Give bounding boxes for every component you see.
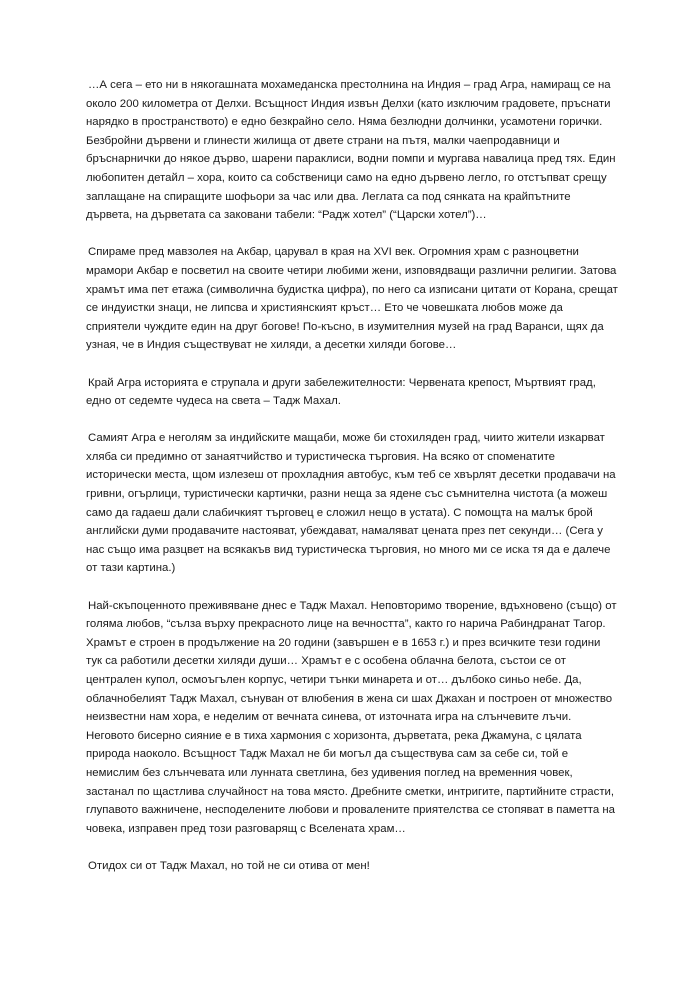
paragraph-agra-landmarks: Край Агра историята е струпала и други забележителности: Червената крепост, Мъртвият град, едно от седемте чудеса на света – Тадж Махал. [86, 376, 596, 408]
document-body [86, 76, 618, 894]
paragraph-closing: Отидох си от Тадж Махал, но той не си отива от мен! [88, 859, 370, 872]
paragraph-taj-mahal: Най-скъпоценното преживяване днес е Тадж Махал. Неповторимо творение, вдъхновено (също) от голяма любов, “сълза върху прекрасното лице на вечността”, както го нарича Рабиндранат Тагор. Храмът е строен в продължение на 20 години (завършен е в 1653 г.) и през всичките тези години тук са работили десетки хиляди души… Храмът е с особена облачна белота, състои се от централен купол, осмоъгълен корпус, четири тънки минарета и от… дълбоко синьо небе. Да, облачнобелият Тадж Махал, сънуван от влюбения в жена си шах Джахан и построен от множество неизвестни нам хора, е неделим от вечната синева, от източната игра на слънчевите лъчи. Неговото бисерно сияние е в тиха хармония с хоризонта, дърветата, река Джамуна, с цялата природа наоколо. Всъщност Тадж Махал не би могъл да съществува сам за себе си, той е немислим без слънчевата или лунната светлина, без удивения поглед на временния човек, застанал по щастлива случайност на това място. Дребните сметки, интригите, партийните страсти, глупавото важничене, несподелените любови и провалените приятелства се стопяват в паметта на човека, изправен пред този разговарящ с Вселената храм… [86, 599, 617, 835]
paragraph-agra-trade: Самият Агра е неголям за индийските мащаби, може би стохиляден град, чиито жители изкарват хляба си предимно от занаятчийство и туристическа търговия. На всяко от споменатите исторически места, щом излезеш от прохладния автобус, към теб се хвърлят десетки продавачи на гривни, огърлици, туристически картички, разни неща за ядене със съмнителна чистота (а можеш само да гадаеш дали слабичкият търговец е сложил нещо в устата). С помощта на малък брой английски думи продавачите настояват, убеждават, намаляват цената през пет секунди… (Сега у нас също има разцвет на всякакъв вид туристическа търговия, но много ми се иска тя да е далече от тази картина.) [86, 432, 616, 575]
paragraph-akbar-mausoleum: Спираме пред мавзолея на Акбар, царувал в края на XVI век. Огромния храм с разноцветни мрамори Акбар е посветил на своите четири любими жени, изповядващи различни религии. Затова храмът има пет етажа (символична будистка цифра), по него са изписани цитати от Корана, срещат се индуистки знаци, не липсва и християнският кръст… Ето че човешката любов може да сприятели чуждите един на друг богове! По-късно, в изумителния музей на град Варанси, щях да узная, че в Индия съществуват не хиляди, а десетки хиляди богове… [86, 246, 618, 352]
paragraph-agra-intro: …А сега – ето ни в някогашната мохамеданска престолнина на Индия – град Агра, намиращ се на около 200 километра от Делхи. Всъщност Индия извън Делхи (като изключим градовете, пръснати нарядко в пространството) е едно безкрайно село. Няма безлюдни долчинки, усамотени горички. Безбройни дървени и глинести жилища от двете страни на пътя, малки чаепродавници и бръснарнички до някое дърво, шарени параклиси, водни помпи и мургава навалица пред тях. Един любопитен детайл – хора, които са собственици само на едно дървено легло, го отстъпват срещу заплащане на спиращите шофьори за час или два. Леглата са под сянката на крайпътните дървета, на дърветата са заковани табели: “Радж хотел” (“Царски хотел”)… [86, 79, 616, 222]
